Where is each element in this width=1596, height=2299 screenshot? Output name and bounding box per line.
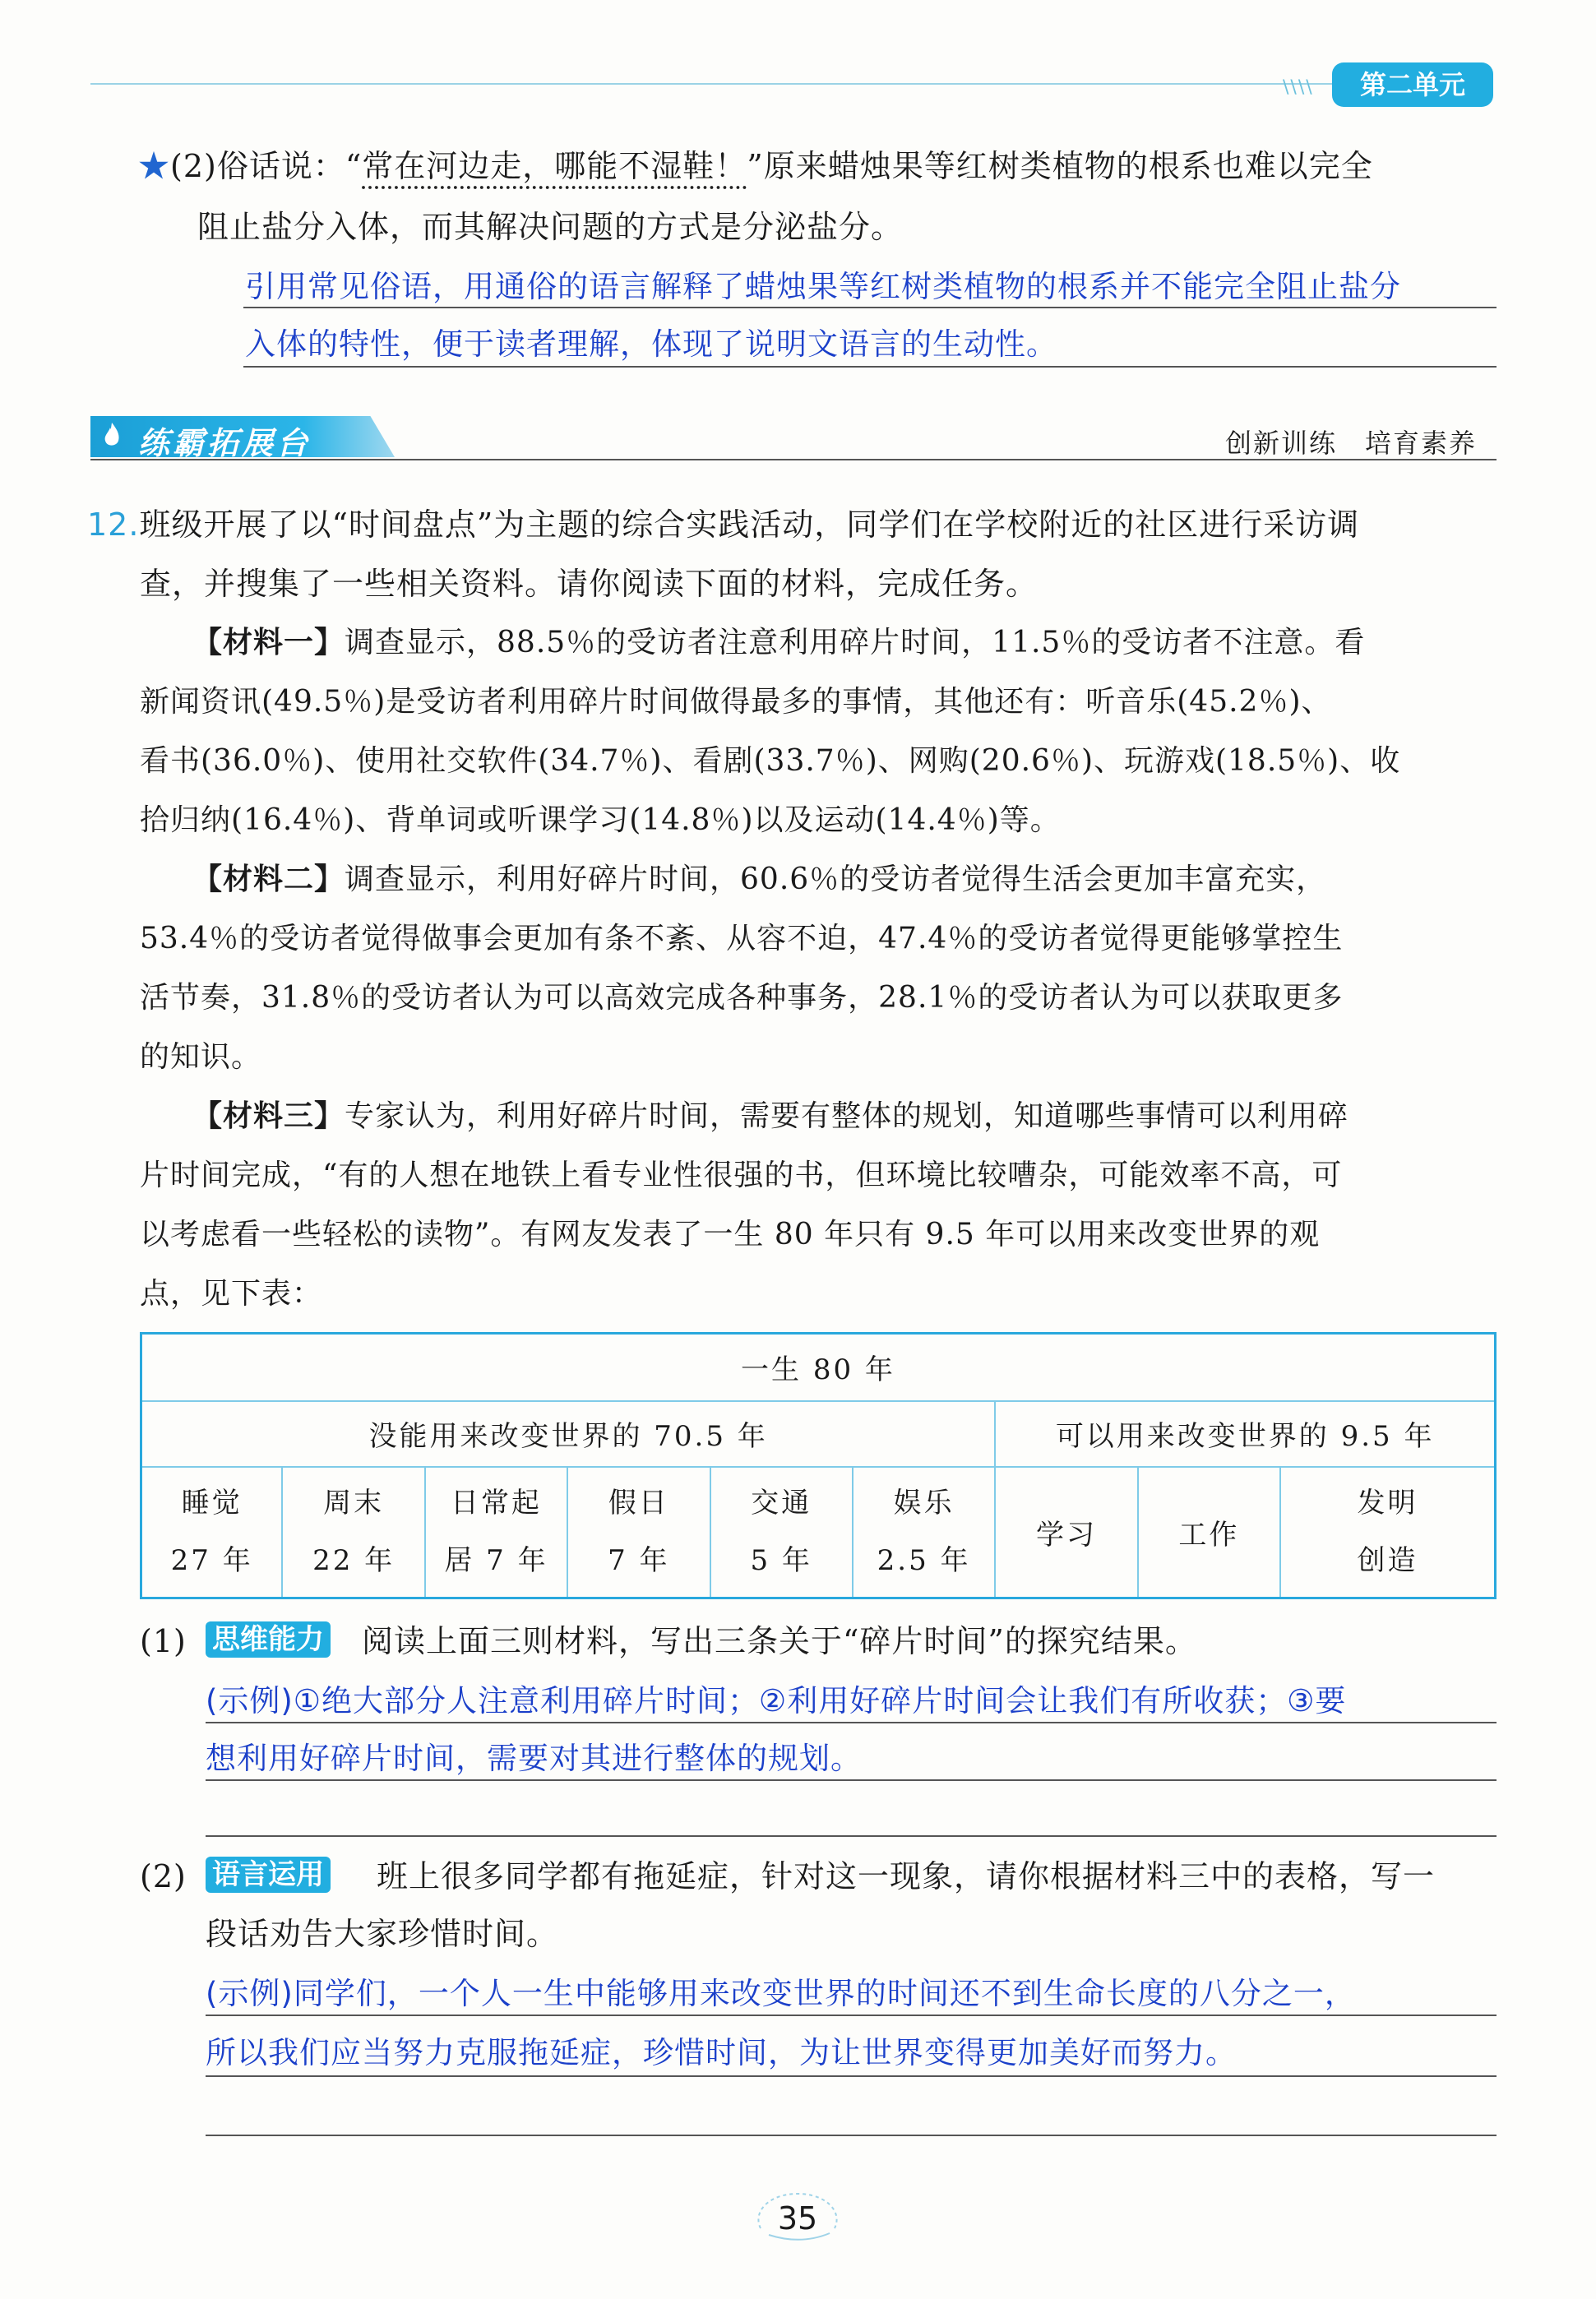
life-time-table — [140, 1332, 1497, 1599]
answer-rule — [206, 2075, 1497, 2077]
flame-icon — [95, 419, 128, 452]
table-cell: 日常起 居 7 年 — [425, 1467, 567, 1598]
q12-2-number: (2) — [140, 1858, 187, 1894]
unit-badge: 第二单元 — [1332, 62, 1493, 107]
m2-line4: 的知识。 — [140, 1040, 262, 1074]
m3-label: 【材料三】 — [192, 1099, 345, 1133]
q11-2-answer-line1: 引用常见俗语，用通俗的语言解释了蜡烛果等红树类植物的根系并不能完全阻止盐分 — [245, 269, 1401, 304]
q12-number: 12. — [87, 507, 140, 543]
table-cell: 工作 — [1138, 1467, 1280, 1598]
m3-line1 — [192, 1100, 1349, 1133]
table-cell: 假日 7 年 — [567, 1467, 710, 1598]
m2-text1: 调查显示，利用好碎片时间，60.6％的受访者觉得生活会更加丰富充实， — [345, 863, 1327, 896]
q12-2-prompt-line2: 段话劝告大家珍惜时间。 — [206, 1916, 559, 1952]
m3-line2: 片时间完成，“有的人想在地铁上看专业性很强的书，但环境比较嘈杂，可能效率不高，可 — [140, 1159, 1343, 1192]
q11-2-line1-post: ”原来蜡烛果等红树类植物的根系也难以完全 — [747, 148, 1373, 184]
m3-line3: 以考虑看一些轻松的读物”。有网友发表了一生 80 年只有 9.5 年可以用来改变世界的观 — [140, 1218, 1321, 1251]
q11-2-line1-pre: 俗话说：“ — [216, 148, 363, 184]
q12-line1 — [87, 508, 1359, 541]
answer-rule — [206, 1722, 1497, 1723]
table-cell: 睡觉 27 年 — [141, 1467, 283, 1598]
m3-text1: 专家认为，利用好碎片时间，需要有整体的规划，知道哪些事情可以利用碎 — [345, 1099, 1349, 1133]
q11-2-proverb: 常在河边走，哪能不湿鞋！ — [362, 148, 747, 184]
q12-1-number: (1) — [140, 1623, 187, 1659]
q11-2-number: (2) — [170, 148, 217, 184]
q12-intro-line1: 班级开展了以“时间盘点”为主题的综合实践活动，同学们在学校附近的社区进行采访调 — [139, 507, 1360, 543]
m1-line3: 看书(36.0％)、使用社交软件(34.7％)、看剧(33.7％)、网购(20.6％)、玩游戏(18.5％)、收 — [140, 744, 1401, 778]
q12-2-answer-line1: (示例)同学们，一个人一生中能够用来改变世界的时间还不到生命长度的八分之一， — [206, 1976, 1356, 2011]
answer-rule — [206, 1835, 1497, 1837]
m2-label: 【材料二】 — [192, 863, 345, 896]
q12-1-answer-line1: (示例)①绝大部分人注意利用碎片时间；②利用好碎片时间会让我们有所收获；③要 — [206, 1683, 1347, 1718]
answer-rule — [243, 307, 1497, 308]
m3-line4: 点，见下表： — [140, 1277, 323, 1311]
header-rule — [90, 83, 1332, 85]
answer-rule — [206, 2135, 1497, 2136]
q11-2-line1 — [138, 150, 1373, 183]
table-group-left: 没能用来改变世界的 70.5 年 — [141, 1401, 996, 1467]
m2-line2: 53.4％的受访者觉得做事会更加有条不紊、从容不迫，47.4％的受访者觉得更能够掌控生 — [140, 922, 1344, 955]
table-cell: 交通 5 年 — [710, 1467, 853, 1598]
tag-language-use: 语言运用 — [206, 1857, 331, 1893]
section-title: 练霸拓展台 — [138, 425, 312, 461]
m1-line2: 新闻资讯(49.5％)是受访者利用碎片时间做得最多的事情，其他还有：听音乐(45.2％)、 — [140, 685, 1332, 719]
answer-rule — [206, 2015, 1497, 2016]
q12-2-answer-line2: 所以我们应当努力克服拖延症，珍惜时间，为让世界变得更加美好而努力。 — [206, 2035, 1237, 2070]
q12-1-prompt: 阅读上面三则材料，写出三条关于“碎片时间”的探究结果。 — [362, 1623, 1197, 1659]
table-cell: 发明 创造 — [1280, 1467, 1496, 1598]
answer-rule — [243, 366, 1497, 368]
answer-rule — [206, 1779, 1497, 1781]
table-cell: 周末 22 年 — [282, 1467, 424, 1598]
q12-intro-line2: 查，并搜集了一些相关资料。请你阅读下面的材料，完成任务。 — [140, 566, 1039, 602]
table-cell: 学习 — [995, 1467, 1137, 1598]
m1-line1 — [192, 627, 1365, 659]
section-subtitle: 创新训练 培育素养 — [1225, 428, 1478, 459]
m2-line3: 活节奏，31.8％的受访者认为可以高效完成各种事务，28.1％的受访者认为可以获取更多 — [140, 981, 1344, 1015]
q12-1-answer-line2: 想利用好碎片时间，需要对其进行整体的规划。 — [206, 1741, 862, 1776]
table-title: 一生 80 年 — [141, 1334, 1496, 1401]
tag-thinking-ability: 思维能力 — [206, 1621, 331, 1658]
star-icon: ★ — [138, 148, 171, 184]
table-group-right: 可以用来改变世界的 9.5 年 — [995, 1401, 1495, 1467]
m1-text1: 调查显示，88.5％的受访者注意利用碎片时间，11.5％的受访者不注意。看 — [345, 626, 1366, 659]
m1-line4: 拾归纳(16.4％)、背单词或听课学习(14.8％)以及运动(14.4％)等。 — [140, 803, 1061, 837]
m1-label: 【材料一】 — [192, 626, 345, 659]
table-cell: 娱乐 2.5 年 — [853, 1467, 995, 1598]
header-dash-mark: \\\\ — [1283, 77, 1314, 98]
m2-line1 — [192, 863, 1326, 896]
q12-2-prompt-line1: 班上很多同学都有拖延症，针对这一现象，请你根据材料三中的表格，写一 — [377, 1858, 1436, 1894]
page-number: 35 — [777, 2200, 818, 2237]
q11-2-line2: 阻止盐分入体，而其解决问题的方式是分泌盐分。 — [197, 209, 904, 245]
q11-2-answer-line2: 入体的特性，便于读者理解，体现了说明文语言的生动性。 — [245, 326, 1057, 362]
